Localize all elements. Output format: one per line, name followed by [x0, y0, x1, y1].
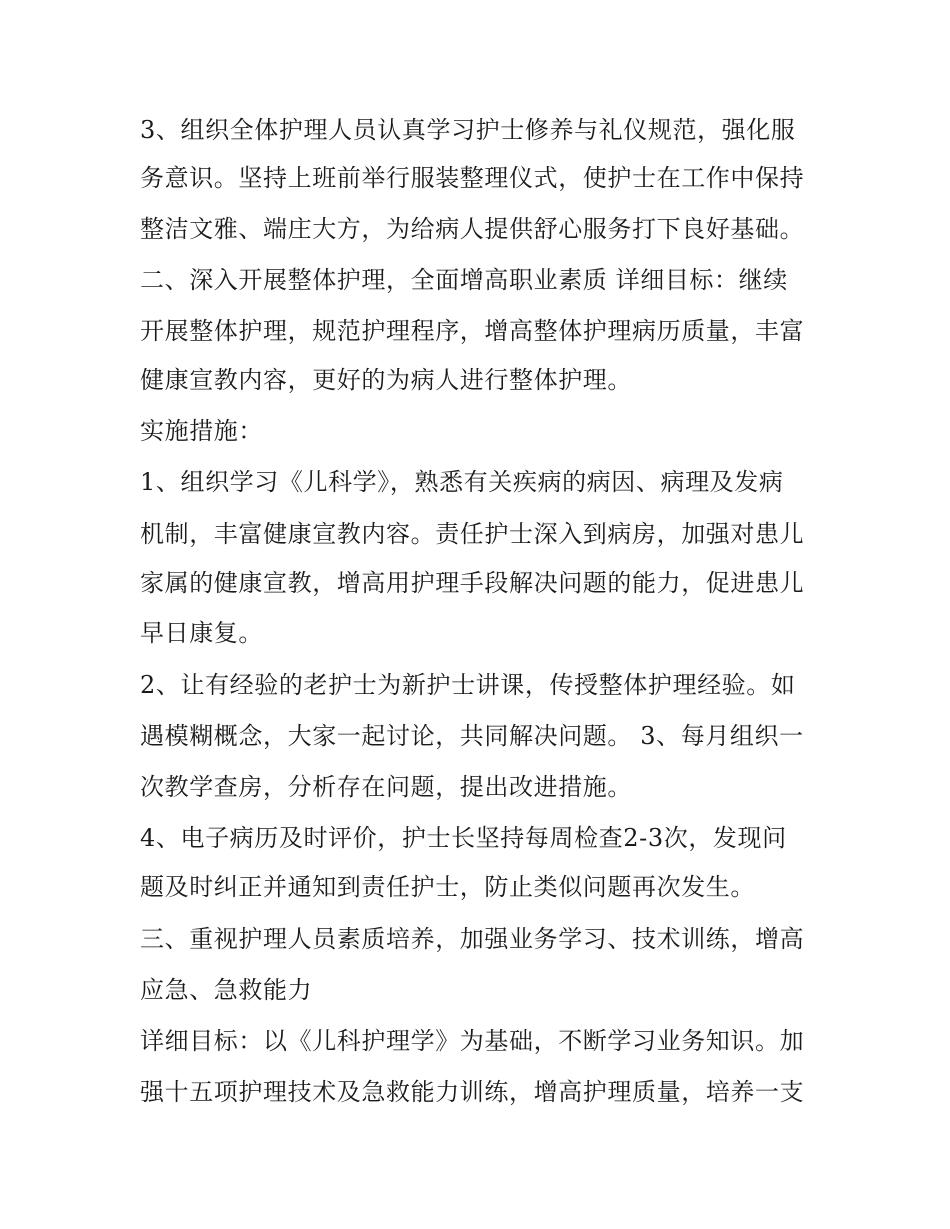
text-line: 4、电子病历及时评价，护士长坚持每周检查2-3次，发现问 [140, 824, 787, 852]
text-line: 应急、急救能力 [140, 976, 313, 1004]
text-line: 三、重视护理人员素质培养，加强业务学习、技术训练，增高 [140, 925, 805, 953]
text-line: 二、深入开展整体护理，全面增高职业素质 详细目标：继续 [140, 266, 788, 294]
text-line: 2、让有经验的老护士为新护士讲课，传授整体护理经验。如 [140, 671, 796, 699]
text-line: 实施措施： [140, 417, 263, 445]
text-line: 务意识。坚持上班前举行服装整理仪式，使护士在工作中保持 [140, 164, 805, 192]
text-line: 机制，丰富健康宣教内容。责任护士深入到病房，加强对患儿 [140, 520, 805, 548]
text-line: 早日康复。 [140, 619, 263, 647]
text-line: 整洁文雅、端庄大方，为给病人提供舒心服务打下良好基础。 [140, 215, 805, 243]
text-line: 强十五项护理技术及急救能力训练，增高护理质量，培养一支 [140, 1078, 805, 1106]
text-line: 详细目标：以《儿科护理学》为基础，不断学习业务知识。加 [140, 1027, 805, 1055]
text-line: 3、组织全体护理人员认真学习护士修养与礼仪规范，强化服 [140, 116, 796, 144]
text-line: 健康宣教内容，更好的为病人进行整体护理。 [140, 366, 632, 394]
text-line: 次教学查房，分析存在问题，提出改进措施。 [140, 773, 632, 801]
text-line: 1、组织学习《儿科学》，熟悉有关疾病的病因、病理及发病 [140, 468, 784, 496]
text-line: 题及时纠正并通知到责任护士，防止类似问题再次发生。 [140, 873, 755, 901]
text-line: 开展整体护理，规范护理程序，增高整体护理病历质量，丰富 [140, 317, 805, 345]
text-line: 家属的健康宣教，增高用护理手段解决问题的能力，促进患儿 [140, 569, 805, 597]
text-line: 遇模糊概念，大家一起讨论，共同解决问题。 3、每月组织一 [140, 722, 804, 750]
